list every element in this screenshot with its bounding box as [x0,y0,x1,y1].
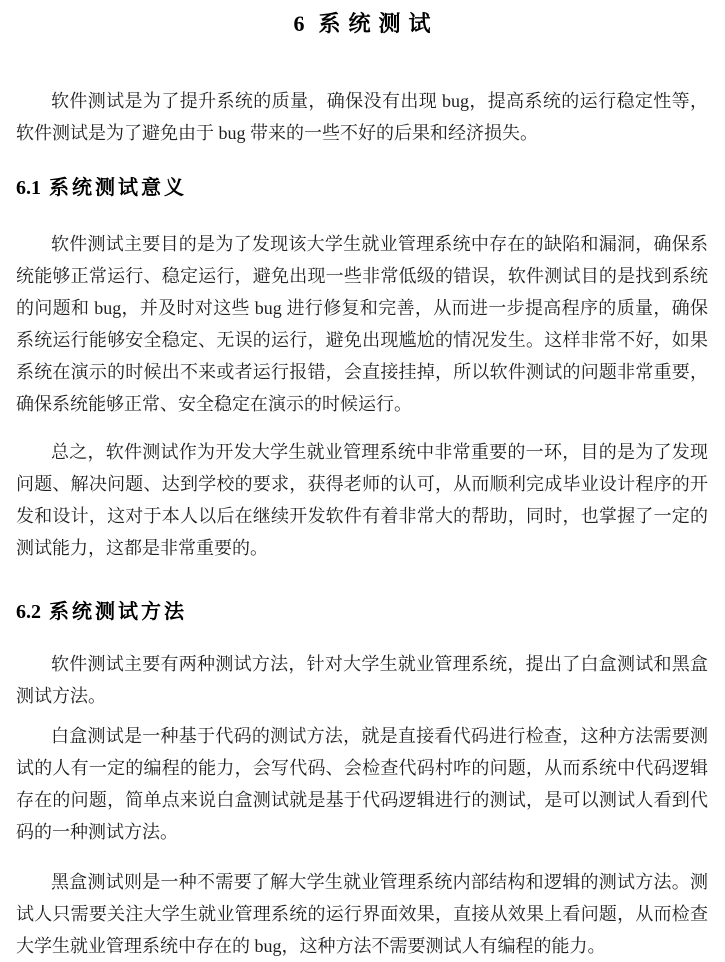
paragraph-text: 黑盒测试则是一种不需要了解大学生就业管理系统内部结构和逻辑的测试方法。测试人只需要关注大学生就业管理系统的运行界面效果，直接从效果上看问题，从而检查 [16,872,708,924]
paragraph: 总之，软件测试作为开发大学生就业管理系统中非常重要的一环，目的是为了发现问题、解决问题、达到学校的要求，获得老师的认可，从而顺利完成毕业设计程序的开发和设计，这对于本人以后在继续开发软件有着非常大的帮助，同时，也掌握了一定的测试能力，这都是非常重要的。 [16,442,708,558]
chapter-title-text: 系统测试 [318,11,439,36]
chapter-number: 6 [293,11,305,36]
paragraph-clipped-at-page-bottom [16,866,708,962]
section-heading-6-1 [16,173,708,203]
document-page [0,8,725,962]
paragraph: 软件测试主要有两种测试方法，针对大学生就业管理系统，提出了白盒测试和黑盒测试方法。 [16,654,708,706]
section-number: 6.1 [16,177,41,199]
intro-paragraph: 软件测试是为了提升系统的质量，确保没有出现 bug，提高系统的运行稳定性等，软件测试是为了避免由于 bug 带来的一些不好的后果和经济损失。 [16,91,708,143]
paragraph-clipped-continuation: 大学生就业管理系统中存在的 bug，这种方法不需要测试人有编程的能力。 [16,936,606,956]
paragraph: 软件测试主要目的是为了发现该大学生就业管理系统中存在的缺陷和漏洞，确保系统能够正常运行、稳定运行，避免出现一些非常低级的错误，软件测试目的是找到系统的问题和 bug，并及时对这些 bug 进行修复和完善，从而进一步提高程序的质量，确保系统运行能够安全稳定、无误的运行，避免出现尴尬的情况发生。这样非常不好，如果系统在演示的时候出不来或者运行报错，会直接挂掉，所以软件测试的问题非常重要，确保系统能够正常、安全稳定在演示的时候运行。 [16,234,708,414]
chapter-title [16,8,708,40]
section-heading-text: 系统测试方法 [49,601,187,623]
section-heading-6-2 [16,597,708,627]
section-heading-text: 系统测试意义 [49,177,187,199]
section-number: 6.2 [16,601,41,623]
paragraph: 白盒测试是一种基于代码的测试方法，就是直接看代码进行检查，这种方法需要测试的人有一定的编程的能力，会写代码、会检查代码村咋的问题，从而系统中代码逻辑存在的问题，简单点来说白盒测试就是基于代码逻辑进行的测试，是可以测试人看到代码的一种测试方法。 [16,726,708,842]
